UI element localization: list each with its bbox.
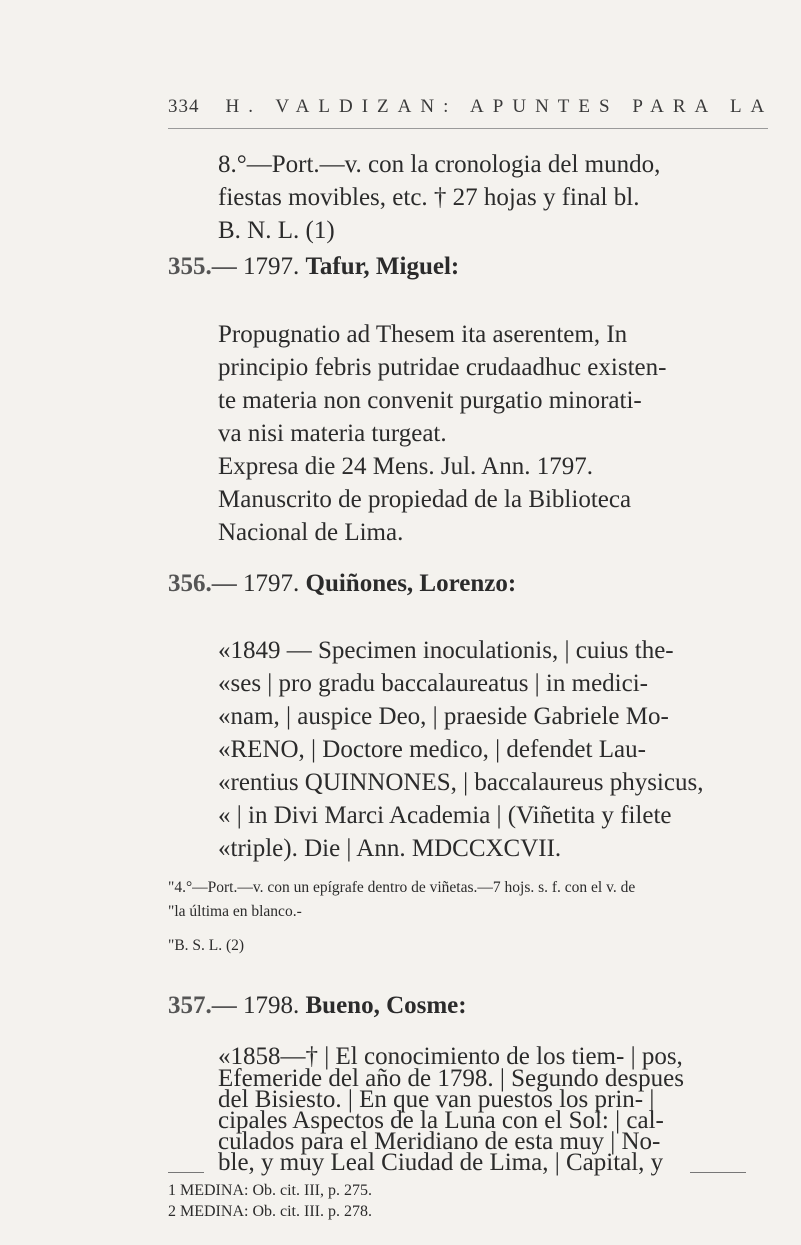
entry-body-357-rest bbox=[218, 1065, 748, 1176]
text-line: del Bisiesto. | En que van puestos los prin- | bbox=[218, 1086, 655, 1113]
text-line: «triple). Die | Ann. MDCCXCVII. bbox=[218, 835, 562, 862]
text-line: «nam, | auspice Deo, | praeside Gabriele Mo- bbox=[218, 703, 669, 730]
running-title: H. VALDIZAN: APUNTES PARA LA bbox=[225, 96, 774, 117]
entry-author: Quiñones, Lorenzo: bbox=[305, 570, 517, 597]
note-line: "la última en blanco.- bbox=[168, 903, 302, 920]
entry-year: 1798. bbox=[243, 992, 300, 1019]
text-line: «rentius QUINNONES, | baccalaureus physicus, bbox=[218, 769, 704, 796]
entry-author: Tafur, Miguel: bbox=[305, 253, 460, 280]
entry-heading-356 bbox=[168, 570, 516, 598]
text-line: «1849 — Specimen inoculationis, | cuius the- bbox=[218, 637, 674, 664]
footnotes bbox=[168, 1180, 372, 1222]
text-line: «1858—† | El conocimiento de los tiem- | pos, bbox=[218, 1043, 683, 1070]
footnote: 1 MEDINA: Ob. cit. III, p. 275. bbox=[168, 1182, 372, 1199]
text-line: Expresa die 24 Mens. Jul. Ann. 1797. bbox=[218, 453, 593, 480]
entry-body-356 bbox=[218, 634, 748, 865]
text-line: Propugnatio ad Thesem ita aserentem, In bbox=[218, 321, 628, 348]
text-line: Efemeride del año de 1798. | Segundo despues bbox=[218, 1065, 684, 1092]
text-line: « | in Divi Marci Academia | (Viñetita y filete bbox=[218, 802, 672, 829]
text-line: te materia non convenit purgatio minorati- bbox=[218, 387, 642, 414]
header-rule bbox=[168, 128, 768, 129]
entry-year: 1797. bbox=[243, 253, 300, 280]
text-line: cipales Aspectos de la Luna con el Sol: | cal- bbox=[218, 1107, 664, 1134]
text-line: Nacional de Lima. bbox=[218, 519, 404, 546]
entry-year: 1797. bbox=[243, 570, 300, 597]
text-line: 8.°—Port.—v. con la cronologia del mundo, bbox=[218, 151, 661, 178]
text-line: «ses | pro gradu baccalaureatus | in medici- bbox=[218, 670, 648, 697]
text-line: ble, y muy Leal Ciudad de Lima, | Capital, y bbox=[218, 1149, 664, 1176]
running-header bbox=[168, 96, 774, 118]
entry-body-357-lines bbox=[218, 1043, 748, 1070]
text-line: Manuscrito de propiedad de la Biblioteca bbox=[218, 486, 632, 513]
footnote: 2 MEDINA: Ob. cit. III. p. 278. bbox=[168, 1203, 372, 1220]
text-line: B. N. L. (1) bbox=[218, 217, 335, 244]
continuation-block bbox=[218, 148, 748, 247]
footnote-rule-left bbox=[168, 1172, 204, 1173]
entry-number: 356.— bbox=[168, 570, 237, 597]
page-number: 334 bbox=[168, 96, 200, 117]
text-line: culados para el Meridiano de esta muy | No- bbox=[218, 1128, 661, 1155]
text-line: principio febris putridae crudaadhuc existen- bbox=[218, 354, 667, 381]
entry-body-355 bbox=[218, 318, 748, 549]
footnote-rule-right bbox=[690, 1172, 746, 1173]
text-line: va nisi materia turgeat. bbox=[218, 420, 447, 447]
entry-heading-355 bbox=[168, 253, 459, 281]
note-line: "4.°—Port.—v. con un epígrafe dentro de viñetas.—7 hojs. s. f. con el v. de bbox=[168, 879, 636, 896]
entry-author: Bueno, Cosme: bbox=[305, 992, 467, 1019]
entry-number: 357.— bbox=[168, 992, 237, 1019]
text-line: fiestas movibles, etc. † 27 hojas y final bl. bbox=[218, 184, 640, 211]
note-line: "B. S. L. (2) bbox=[168, 937, 245, 954]
entry-notes-356 bbox=[168, 876, 768, 958]
entry-number: 355.— bbox=[168, 253, 237, 280]
entry-heading-357 bbox=[168, 992, 467, 1020]
text-line: «RENO, | Doctore medico, | defendet Lau- bbox=[218, 736, 646, 763]
